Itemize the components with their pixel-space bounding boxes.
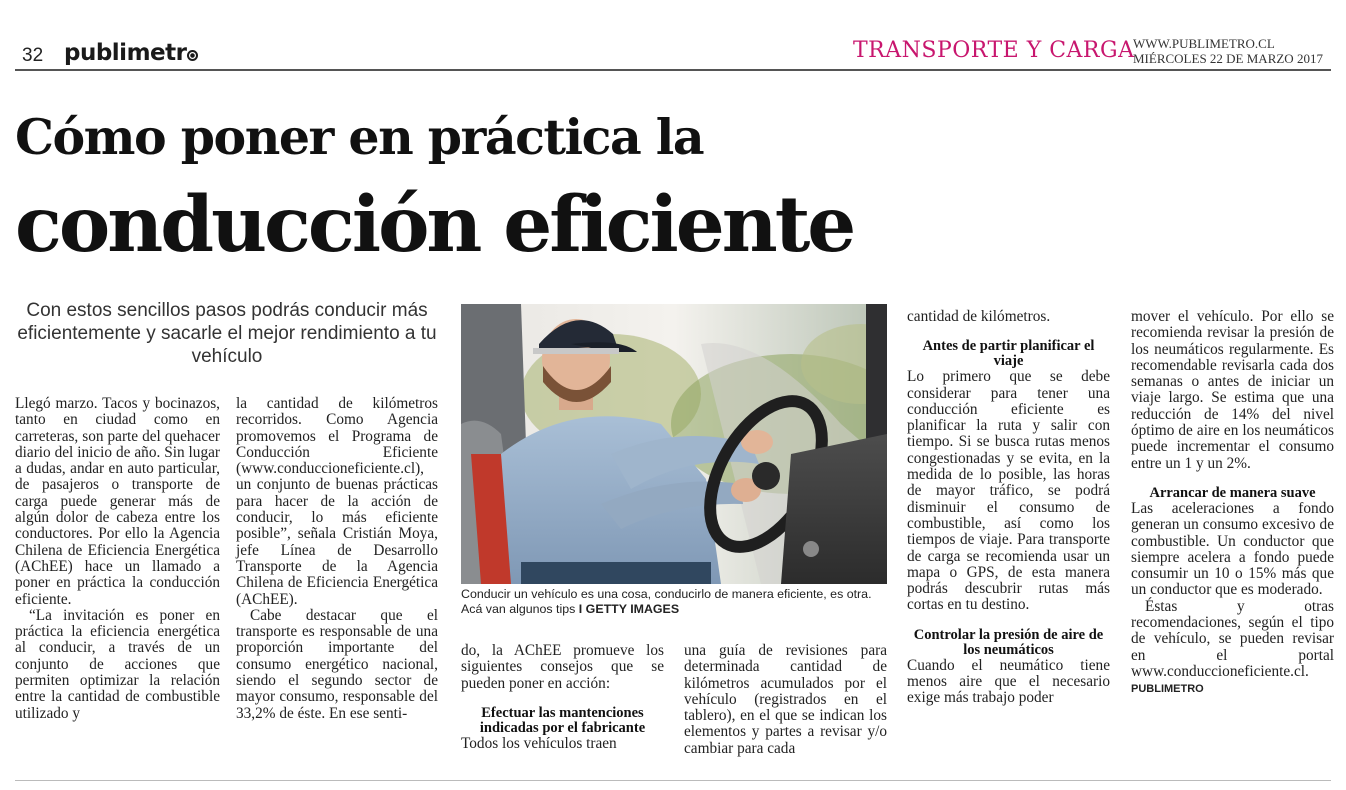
section-title: TRANSPORTE Y CARGA (853, 38, 1135, 63)
paragraph: Llegó marzo. Tacos y bocinazos, tanto en ciudad como en carreteras, son parte del quehacer diario del inicio de año. Sin lugar a dudas, andar en auto particular, de pasajeros o transporte de carga puede generar más de algún dolor de cabeza entre los conductores. Por ello la Agencia Chilena de Eficiencia Energética (AChEE) hace un llamado a poner en práctica la conducción eficiente. (15, 395, 220, 608)
paragraph: mover el vehículo. Por ello se recomienda revisar la presión de los neumáticos regularmente. Es recomendable revisarla cada dos semanas o antes de iniciar un viaje largo. Se estima que una reducción de 14% del nivel óptimo de aire en los neumáticos puede incrementar el consumo entre un 1 y un 2%. (1131, 308, 1334, 472)
subheading: Arrancar de manera suave (1149, 484, 1316, 501)
headline-line-2: conducción eficiente (15, 180, 854, 270)
spacer (1131, 472, 1334, 486)
spacer (461, 692, 664, 706)
paragraph: la cantidad de kilómetros recorridos. Como Agencia promovemos el Programa de Conducción Eficiente (www.conduccioneficiente.cl), un conjunto de buenas prácticas para hacer de la acción de conducir, lo más eficiente posible”, señala Cristián Moya, jefe Línea de Desarrollo Transporte de la Agencia Chilena de Eficiencia Energética (AChEE). (236, 395, 438, 608)
paragraph: Todos los vehículos traen (461, 734, 617, 752)
paragraph: Las aceleraciones a fondo generan un consumo excesivo de combustible. Un conductor que siempre acelera a fondo puede consumir un 10 o 15% más que un conductor que es moderado. (1131, 499, 1334, 599)
photo-caption (461, 587, 887, 617)
article-photo (461, 304, 887, 584)
paragraph (1131, 599, 1334, 698)
article-column-5 (907, 309, 1110, 707)
article-column-1 (15, 396, 220, 722)
article-column-4 (684, 643, 887, 757)
closing-text: Éstas y otras recomendaciones, según el tipo de vehículo, se pueden revisar en el portal www.conduccioneficiente.cl. (1131, 597, 1334, 680)
globe-icon (187, 50, 198, 61)
header-rule (15, 69, 1331, 71)
driver-photo-illustration (461, 304, 887, 584)
spacer (907, 325, 1110, 339)
article-column-6 (1131, 309, 1334, 698)
masthead-info (1133, 36, 1323, 66)
paragraph: cantidad de kilómetros. (907, 308, 1051, 325)
paragraph: “La invitación es poner en práctica la eficiencia energética al conducir, a través de un conjunto de acciones que permiten optimizar la relación entre la cantidad de combustible utilizado y (15, 606, 220, 722)
paragraph: una guía de revisiones para determinada cantidad de kilómetros acumulados por el vehículo (registrados en el tablero), en el que se indican los elementos y partes a revisar y/o cambiar para cada (684, 642, 887, 757)
paragraph: Cabe destacar que el transporte es responsable de una proporción importante del consumo energético nacional, siendo el segundo sector de mayor consumo, responsable del 33,2% de éste. En ese senti- (236, 606, 438, 722)
photo-credit: I GETTY IMAGES (578, 602, 680, 616)
subheading: Antes de partir planificar el viaje (922, 338, 1095, 370)
subheading: Controlar la presión de aire de los neumáticos (913, 626, 1104, 658)
paragraph: Lo primero que se debe considerar para tener una conducción eficiente es planificar la ruta y salir con tiempo. Si se busca rutas menos congestionadas y se evita, en la medida de lo posible, las horas de mayor tráfico, se podrá disminuir el consumo de combustible, así como los tiempos de viaje. Para transporte de carga se recomienda usar un mapa o GPS, de esta manera podrás descubrir rutas más cortas en tu destino. (907, 368, 1110, 614)
article-signature: PUBLIMETRO (1131, 683, 1204, 696)
issue-date: MIÉRCOLES 22 DE MARZO 2017 (1133, 51, 1323, 66)
footer-rule (15, 780, 1331, 781)
article-column-3 (461, 643, 664, 752)
article-deck: Con estos sencillos pasos podrás conducir más eficientemente y sacarle el mejor rendimiento a tu vehículo (17, 300, 437, 367)
article-column-2 (236, 396, 438, 722)
logo-text: publimetr (64, 40, 187, 66)
headline-line-1: Cómo poner en práctica la (15, 108, 704, 166)
caption-text: Conducir un vehículo es una cosa, conducirlo de manera eficiente, es otra. Acá van algunos tips (461, 587, 872, 616)
paragraph: do, la AChEE promueve los siguientes consejos que se pueden poner en acción: (461, 642, 664, 692)
paragraph: Cuando el neumático tiene menos aire que el necesario exige más trabajo poder (907, 656, 1110, 707)
spacer (907, 614, 1110, 628)
website-url: WWW.PUBLIMETRO.CL (1133, 36, 1275, 51)
page-number: 32 (22, 45, 44, 66)
publication-logo (64, 40, 198, 66)
subheading: Efectuar las mantenciones indicadas por el fabricante (479, 704, 646, 736)
